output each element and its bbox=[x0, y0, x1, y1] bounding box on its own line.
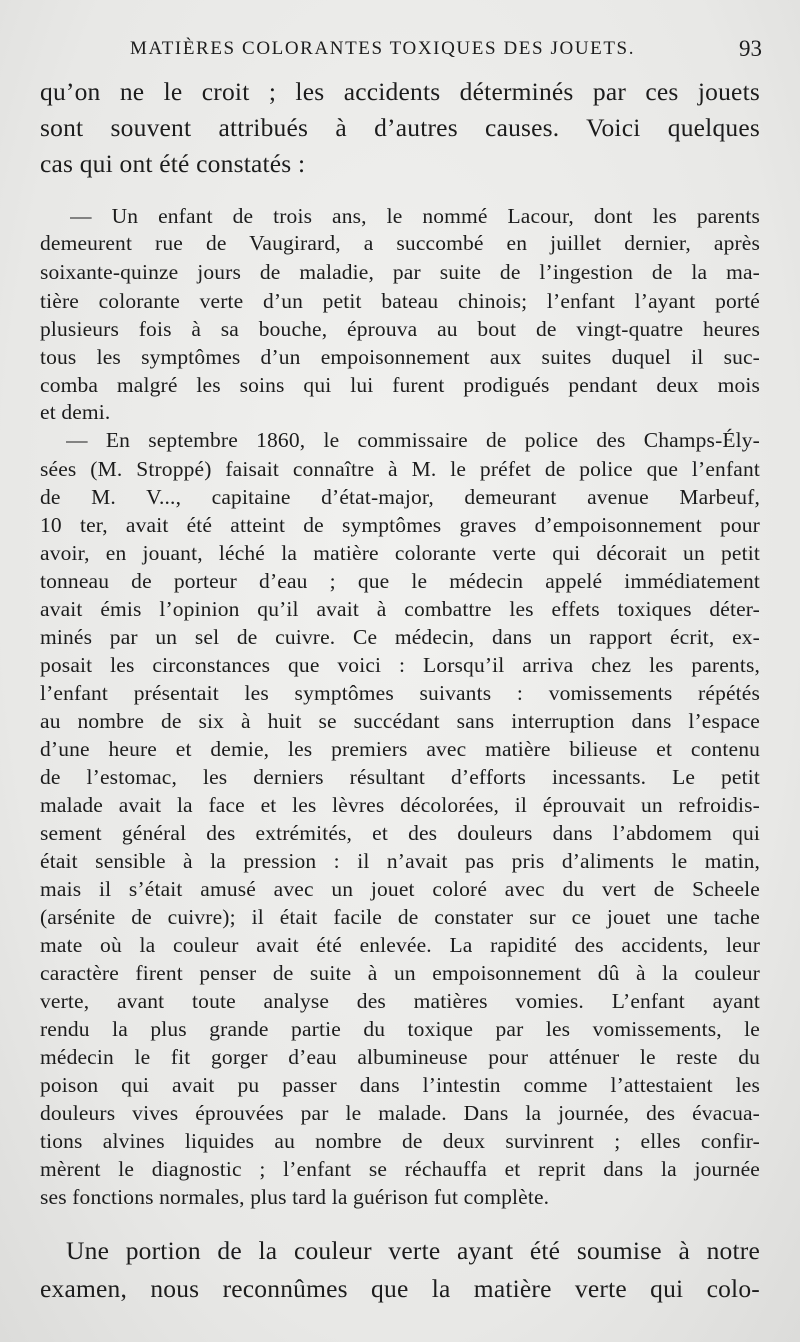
text-line: médecin le fit gorger d’eau albumineuse pour atténuer le reste du bbox=[40, 1045, 760, 1069]
text-line: de M. V..., capitaine d’état-major, demeurant avenue Marbeuf, bbox=[40, 485, 760, 509]
text-line: mate où la couleur avait été enlevée. La rapidité des accidents, leur bbox=[40, 933, 760, 957]
text-line: 10 ter, avait été atteint de symptômes graves d’empoisonnement pour bbox=[40, 513, 760, 537]
text-line: examen, nous reconnûmes que la matière verte qui colo- bbox=[40, 1274, 760, 1303]
text-line: plusieurs fois à sa bouche, éprouva au bout de vingt-quatre heures bbox=[40, 317, 760, 341]
text-line: douleurs vives éprouvées par le malade. Dans la journée, des évacua- bbox=[40, 1101, 760, 1125]
text-line: rendu la plus grande partie du toxique par les vomissements, le bbox=[40, 1017, 760, 1041]
page-number: 93 bbox=[739, 36, 762, 61]
text-line: posait les circonstances que voici : Lorsqu’il arriva chez les parents, bbox=[40, 653, 760, 677]
text-line: malade avait la face et les lèvres décolorées, il éprouvait un refroidis- bbox=[40, 793, 760, 817]
text-line: (arsénite de cuivre); il était facile de constater sur ce jouet une tache bbox=[40, 905, 760, 929]
text-line: comba malgré les soins qui lui furent prodigués pendant deux mois bbox=[40, 373, 760, 397]
text-line: sont souvent attribués à d’autres causes. Voici quelques bbox=[40, 113, 760, 142]
text-line: l’enfant présentait les symptômes suivants : vomissements répétés bbox=[40, 681, 760, 705]
text-line: tions alvines liquides au nombre de deux survinrent ; elles confir- bbox=[40, 1129, 760, 1153]
text-line: demeurent rue de Vaugirard, a succombé en juillet dernier, après bbox=[40, 231, 760, 255]
text-line: tière colorante verte d’un petit bateau chinois; l’enfant l’ayant porté bbox=[40, 289, 760, 313]
text-line: verte, avant toute analyse des matières vomies. L’enfant ayant bbox=[40, 989, 760, 1013]
text-line: d’une heure et demie, les premiers avec matière bilieuse et contenu bbox=[40, 737, 760, 761]
text-line: caractère firent penser de suite à un empoisonnement dû à la couleur bbox=[40, 961, 760, 985]
text-line: soixante-quinze jours de maladie, par suite de l’ingestion de la ma- bbox=[40, 260, 760, 284]
text-line: avait émis l’opinion qu’il avait à combattre les effets toxiques déter- bbox=[40, 597, 760, 621]
text-line: — Un enfant de trois ans, le nommé Lacour, dont les parents bbox=[70, 204, 760, 228]
text-line: de l’estomac, les derniers résultant d’efforts incessants. Le petit bbox=[40, 765, 760, 789]
text-line: tous les symptômes d’un empoisonnement aux suites duquel il suc- bbox=[40, 345, 760, 369]
page-header bbox=[40, 36, 762, 66]
running-title: MATIÈRES COLORANTES TOXIQUES DES JOUETS. bbox=[130, 38, 636, 59]
text-line: sement général des extrémités, et des douleurs dans l’abdomem qui bbox=[40, 821, 760, 845]
text-line: poison qui avait pu passer dans l’intestin comme l’attestaient les bbox=[40, 1073, 760, 1097]
text-line: avoir, en jouant, léché la matière colorante verte qui décorait un petit bbox=[40, 541, 760, 565]
text-line: et demi. bbox=[40, 400, 111, 424]
text-line: mais il s’était amusé avec un jouet coloré avec du vert de Scheele bbox=[40, 877, 760, 901]
text-line: mèrent le diagnostic ; l’enfant se réchauffa et reprit dans la journée bbox=[40, 1157, 760, 1181]
text-line: sées (M. Stroppé) faisait connaître à M. le préfet de police que l’enfant bbox=[40, 457, 760, 481]
text-line: minés par un sel de cuivre. Ce médecin, dans un rapport écrit, ex- bbox=[40, 625, 760, 649]
text-line: au nombre de six à huit se succédant sans interruption dans l’espace bbox=[40, 709, 760, 733]
text-line: Une portion de la couleur verte ayant été soumise à notre bbox=[66, 1236, 760, 1265]
text-line: — En septembre 1860, le commissaire de police des Champs-Ély- bbox=[66, 428, 760, 452]
text-line: était sensible à la pression : il n’avait pas pris d’aliments le matin, bbox=[40, 849, 760, 873]
text-line: ses fonctions normales, plus tard la guérison fut complète. bbox=[40, 1185, 550, 1209]
text-line: cas qui ont été constatés : bbox=[40, 149, 306, 178]
text-line: tonneau de porteur d’eau ; que le médecin appelé immédiatement bbox=[40, 569, 760, 593]
text-line: qu’on ne le croit ; les accidents déterminés par ces jouets bbox=[40, 77, 760, 106]
